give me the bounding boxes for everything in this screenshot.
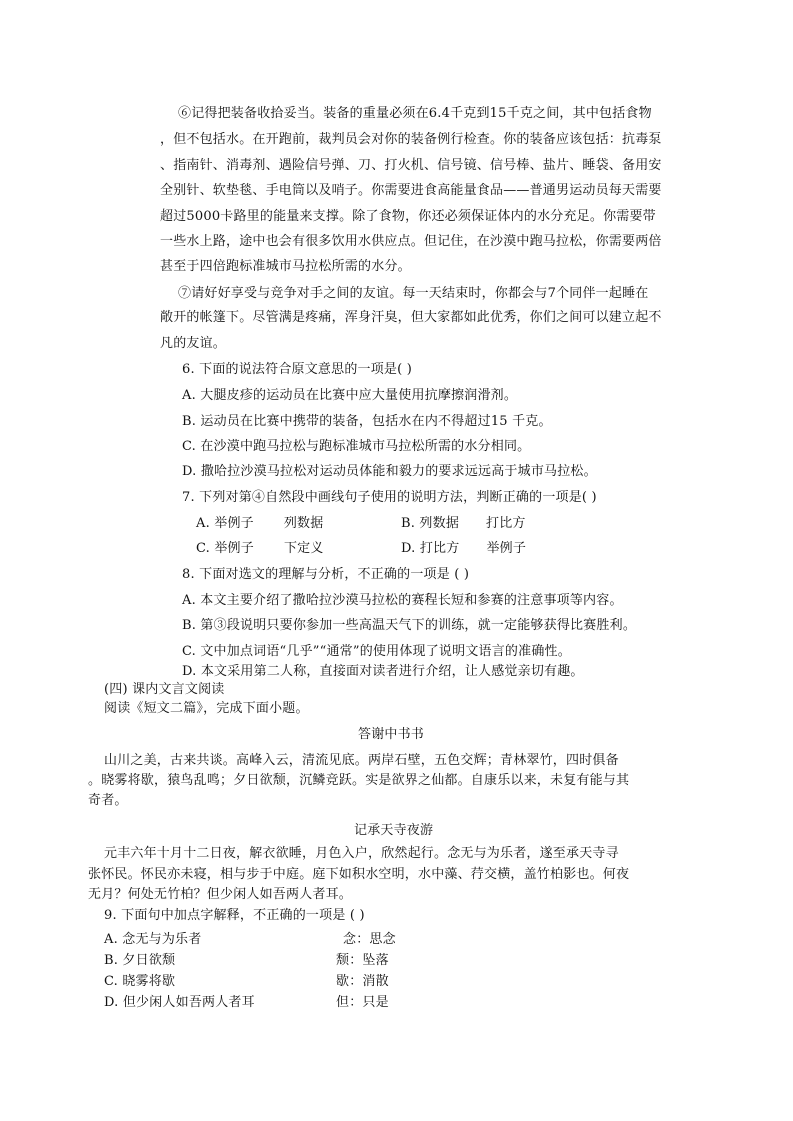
- text1-line-1: 山川之美，古来共谈。高峰入云，清流见底。两岸石壁，五色交辉；青林翠竹，四时俱备: [104, 753, 619, 768]
- para7-line-3: 凡的友谊。: [160, 336, 227, 351]
- q6-option-d: D. 撒哈拉沙漠马拉松对运动员体能和毅力的要求远远高于城市马拉松。: [182, 464, 597, 479]
- para6-line-2: ，但不包括水。在开跑前，裁判员会对你的装备例行检查。你的装备应该包括：抗毒泵: [160, 132, 662, 147]
- q6-stem: 6. 下面的说法符合原文意思的一项是( ): [182, 362, 413, 377]
- q9-option-b-sentence: B. 夕日欲颓: [104, 953, 176, 968]
- q9-option-d-sentence: D. 但少闲人如吾两人者耳: [104, 995, 255, 1010]
- q7-option-b: [401, 515, 526, 533]
- q9-option-c-sentence: C. 晓雾将歇: [104, 974, 176, 989]
- section4-instruction: 阅读《短文二篇》，完成下面小题。: [104, 701, 309, 716]
- para7-line-1: ⑦请好好享受与竞争对手之间的友谊。每一天结束时，你都会与7个同伴一起睡在: [178, 286, 649, 301]
- q7-option-c-second: 下定义: [283, 541, 324, 556]
- q9-option-a-gloss: 念：思念: [343, 932, 396, 947]
- q7-option-c-first: C. 举例子: [196, 541, 254, 556]
- q9-option-c-gloss: 歇：消散: [336, 974, 389, 989]
- q9-option-d-gloss: 但：只是: [336, 995, 389, 1010]
- text2-line-3: 无月？何处无竹柏？但少闲人如吾两人者耳。: [88, 887, 353, 902]
- text2-line-2: 张怀民。怀民亦未寝，相与步于中庭。庭下如积水空明，水中藻、荇交横，盖竹柏影也。何夜: [88, 867, 630, 882]
- q8-stem: 8. 下面对选文的理解与分析，不正确的一项是 ( ): [182, 567, 470, 582]
- para6-line-5: 超过5000卡路里的能量来支撑。除了食物，你还必须保证体内的水分充足。你需要带: [160, 209, 656, 224]
- q9-option-b-gloss: 颓：坠落: [336, 953, 389, 968]
- para6-line-4: 全别针、软垫毯、手电筒以及哨子。你需要进食高能量食品——普通男运动员每天需要: [160, 183, 662, 198]
- q7-option-a-first: A. 举例子: [196, 516, 254, 531]
- q7-option-c: [196, 540, 324, 558]
- text1-title: 答谢中书书: [358, 727, 425, 742]
- q7-option-b-first: B. 列数据: [401, 516, 460, 531]
- q7-option-a: [196, 515, 323, 533]
- q8-option-a: A. 本文主要介绍了撒哈拉沙漠马拉松的赛程长短和参赛的注意事项等内容。: [182, 593, 623, 608]
- q7-option-d-second: 举例子: [486, 541, 527, 556]
- q8-option-c: C. 文中加点词语“几乎”“通常”的使用体现了说明文语言的准确性。: [182, 644, 571, 659]
- para6-line-3: 、指南针、消毒剂、遇险信号弹、刀、打火机、信号镜、信号棒、盐片、睡袋、备用安: [160, 158, 662, 173]
- q8-option-d: D. 本文采用第二人称，直接面对读者进行介绍，让人感觉亲切有趣。: [182, 664, 584, 679]
- q7-option-b-second: 打比方: [486, 516, 526, 531]
- q6-option-b: B. 运动员在比赛中携带的装备，包括水在内不得超过15 千克。: [182, 414, 552, 429]
- section4-heading: (四) 课内文言文阅读: [104, 682, 225, 697]
- q9-option-a-sentence: A. 念无与为乐者: [104, 932, 202, 947]
- para6-line-6: 一些水上路，途中也会有很多饮用水供应点。但记住，在沙漠中跑马拉松，你需要两倍: [160, 234, 662, 249]
- q7-stem: 7. 下列对第④自然段中画线句子使用的说明方法，判断正确的一项是( ): [182, 490, 597, 505]
- q8-option-b: B. 第③段说明只要你参加一些高温天气下的训练，就一定能够获得比赛胜利。: [182, 618, 637, 633]
- text2-line-1: 元丰六年十月十二日夜，解衣欲睡，月色入户，欣然起行。念无与为乐者，遂至承天寺寻: [104, 846, 619, 861]
- q9-stem: 9. 下面句中加点字解释，不正确的一项是 ( ): [104, 908, 365, 923]
- para6-line-7: 甚至于四倍跑标准城市马拉松所需的水分。: [160, 259, 411, 274]
- q6-option-c: C. 在沙漠中跑马拉松与跑标准城市马拉松所需的水分相同。: [182, 439, 531, 454]
- para6-line-1: ⑥记得把装备收拾妥当。装备的重量必须在6.4千克到15千克之间，其中包括食物: [178, 106, 652, 121]
- q7-option-a-second: 列数据: [283, 516, 324, 531]
- text1-line-3: 奇者。: [88, 793, 128, 808]
- text1-line-2: 。晓雾将歇，猿鸟乱鸣；夕日欲颓，沉鳞竞跃。实是欲界之仙都。自康乐以来，未复有能与其: [88, 773, 630, 788]
- q6-option-a: A. 大腿皮疹的运动员在比赛中应大量使用抗摩擦润滑剂。: [182, 388, 518, 403]
- q7-option-d-first: D. 打比方: [401, 541, 460, 556]
- para7-line-2: 敞开的帐篷下。尽管满是疼痛，浑身汗臭，但大家都如此优秀，你们之间可以建立起不: [160, 310, 662, 325]
- text2-title: 记承天寺夜游: [354, 823, 434, 838]
- q7-option-d: [401, 540, 526, 558]
